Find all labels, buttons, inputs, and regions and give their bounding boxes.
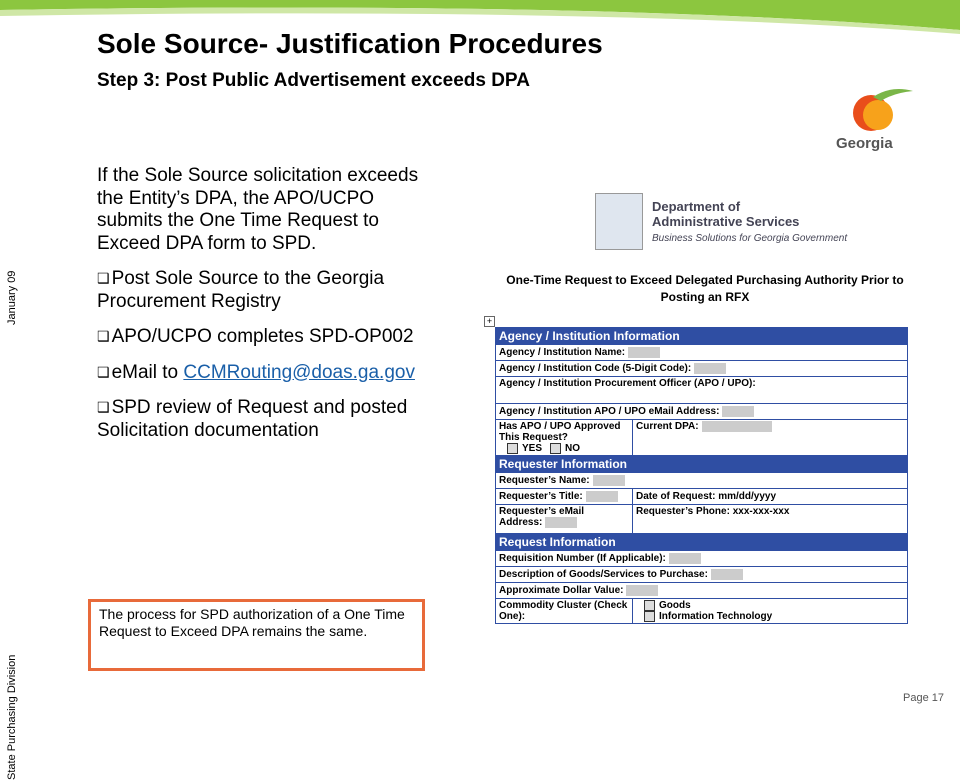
dept-name: Department of Administrative Services <box>652 199 800 229</box>
page-subtitle: Step 3: Post Public Advertisement exceeds DPA <box>97 70 530 91</box>
bullet-item: ❑ eMail to CCMRouting@doas.ga.gov <box>97 361 415 383</box>
form-row: Has APO / UPO Approved This Request? YES NO <box>496 420 633 456</box>
form-row: Approximate Dollar Value: <box>496 583 908 599</box>
form-title: One-Time Request to Exceed Delegated Purchasing Authority Prior to Posting an RFX <box>506 273 904 304</box>
section-header: Requester Information <box>496 456 908 473</box>
goods-checkbox[interactable] <box>644 600 655 611</box>
page-number: Page 17 <box>903 692 944 704</box>
bullet-item: ❑ Post Sole Source to the Georgia Procurement Registry <box>97 268 385 312</box>
intro-paragraph: If the Sole Source solicitation exceeds the Entity’s DPA, the APO/UCPO submits the One Time Request to Exceed DPA form to SPD. <box>97 165 419 254</box>
form-row: Requester’s eMail Address: <box>496 505 633 534</box>
form-row: Current DPA: <box>633 420 908 456</box>
email-link[interactable]: CCMRouting@doas.ga.gov <box>183 361 415 383</box>
side-division: State Purchasing Division <box>6 654 18 780</box>
it-checkbox[interactable] <box>644 611 655 622</box>
bullet-item: ❑ SPD review of Request and posted Solicitation documentation <box>97 397 408 441</box>
form-row: Agency / Institution APO / UPO eMail Address: <box>496 404 908 420</box>
checkbox-bullet-icon: ❑ <box>97 363 110 380</box>
checkbox-bullet-icon: ❑ <box>97 328 110 344</box>
form-row: Requisition Number (If Applicable): <box>496 551 908 567</box>
yes-checkbox[interactable] <box>507 443 518 454</box>
form-table <box>495 327 908 624</box>
state-seal-icon <box>595 193 643 250</box>
form-row: Agency / Institution Procurement Officer (APO / UPO): <box>496 377 908 404</box>
page-title: Sole Source- Justification Procedures <box>97 28 603 59</box>
form-row: Agency / Institution Name: <box>496 345 908 361</box>
form-row: Commodity Cluster (Check One): <box>496 599 633 624</box>
expand-icon: + <box>484 316 495 327</box>
note-box: The process for SPD authorization of a One Time Request to Exceed DPA remains the same. <box>88 599 425 671</box>
form-row: Requester’s Title: <box>496 489 633 505</box>
body-text <box>97 165 442 454</box>
form-row: Agency / Institution Code (5-Digit Code): <box>496 361 908 377</box>
form-row: Date of Request: mm/dd/yyyy <box>633 489 908 505</box>
section-header: Request Information <box>496 534 908 551</box>
form-row: Requester’s Phone: xxx-xxx-xxx <box>633 505 908 534</box>
bullet-item: ❑ APO/UCPO completes SPD-OP002 <box>97 326 414 347</box>
checkbox-bullet-icon: ❑ <box>97 399 110 415</box>
georgia-peach-logo <box>833 85 918 165</box>
section-header: Agency / Institution Information <box>496 328 908 345</box>
dept-tagline: Business Solutions for Georgia Government <box>652 233 848 244</box>
form-row: Description of Goods/Services to Purchase: <box>496 567 908 583</box>
checkbox-bullet-icon: ❑ <box>97 270 110 286</box>
no-checkbox[interactable] <box>550 443 561 454</box>
form-row: Goods Information Technology <box>633 599 908 624</box>
side-date: January 09 <box>6 270 18 325</box>
form-row: Requester’s Name: <box>496 473 908 489</box>
georgia-logo-text: Georgia <box>836 135 893 152</box>
